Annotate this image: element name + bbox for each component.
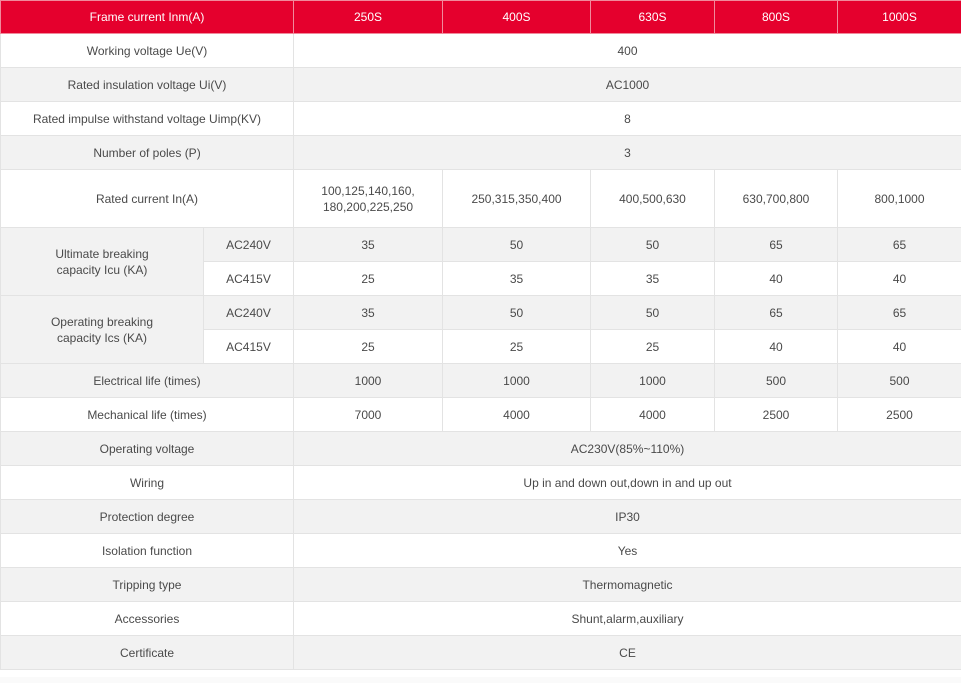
header-title: Frame current Inm(A) [1, 1, 294, 34]
row-value: 400 [294, 34, 961, 68]
row-working-voltage [1, 34, 961, 68]
row-operating-voltage [1, 432, 961, 466]
cell-400s: 50 [443, 228, 591, 262]
cell-630s: 400,500,630 [591, 170, 715, 228]
header-col-800s: 800S [715, 1, 838, 34]
row-impulse-voltage [1, 102, 961, 136]
row-label: Rated impulse withstand voltage Uimp(KV) [1, 102, 294, 136]
cell-630s: 25 [591, 330, 715, 364]
row-ics-ac240 [1, 296, 961, 330]
cell-1000s: 2500 [838, 398, 961, 432]
row-certificate [1, 636, 961, 670]
row-label: Wiring [1, 466, 294, 500]
cell-630s: 50 [591, 228, 715, 262]
cell-1000s: 65 [838, 296, 961, 330]
cell-250s [294, 170, 443, 228]
header-row [1, 1, 961, 34]
cell-800s: 65 [715, 228, 838, 262]
row-value: Thermomagnetic [294, 568, 961, 602]
cell-1000s: 40 [838, 330, 961, 364]
header-col-1000s: 1000S [838, 1, 961, 34]
row-insulation-voltage [1, 68, 961, 102]
cell-1000s: 65 [838, 228, 961, 262]
row-mechanical-life [1, 398, 961, 432]
row-tripping-type [1, 568, 961, 602]
row-value: Up in and down out,down in and up out [294, 466, 961, 500]
label-line-1: Operating breaking [50, 314, 154, 329]
cell-800s: 630,700,800 [715, 170, 838, 228]
cell-800s: 40 [715, 262, 838, 296]
cell-400s: 50 [443, 296, 591, 330]
row-wiring [1, 466, 961, 500]
cell-250s: 25 [294, 330, 443, 364]
sub-label: AC240V [204, 228, 294, 262]
row-label: Operating voltage [1, 432, 294, 466]
row-value: AC1000 [294, 68, 961, 102]
row-protection-degree [1, 500, 961, 534]
row-label: Rated current In(A) [1, 170, 294, 228]
row-poles [1, 136, 961, 170]
cell-250s: 1000 [294, 364, 443, 398]
row-label: Accessories [1, 602, 294, 636]
cell-1000s: 800,1000 [838, 170, 961, 228]
row-value: AC230V(85%~110%) [294, 432, 961, 466]
cell-250s: 35 [294, 296, 443, 330]
row-value: 3 [294, 136, 961, 170]
cell-800s: 500 [715, 364, 838, 398]
cell-800s: 65 [715, 296, 838, 330]
page-bottom-strip [0, 677, 961, 683]
cell-400s: 25 [443, 330, 591, 364]
label-line-1: Ultimate breaking [55, 246, 149, 261]
row-label: Electrical life (times) [1, 364, 294, 398]
row-value: Yes [294, 534, 961, 568]
row-label-icu [1, 228, 204, 296]
sub-label: AC240V [204, 296, 294, 330]
row-label: Isolation function [1, 534, 294, 568]
row-rated-current [1, 170, 961, 228]
label-line-2: capacity Icu (KA) [56, 262, 148, 277]
cell-400s: 250,315,350,400 [443, 170, 591, 228]
row-icu-ac240 [1, 228, 961, 262]
row-value: 8 [294, 102, 961, 136]
row-value: Shunt,alarm,auxiliary [294, 602, 961, 636]
row-electrical-life [1, 364, 961, 398]
cell-630s: 35 [591, 262, 715, 296]
cell-630s: 4000 [591, 398, 715, 432]
row-value: CE [294, 636, 961, 670]
cell-630s: 1000 [591, 364, 715, 398]
row-accessories [1, 602, 961, 636]
cell-800s: 40 [715, 330, 838, 364]
row-label: Working voltage Ue(V) [1, 34, 294, 68]
cell-250s: 25 [294, 262, 443, 296]
sub-label: AC415V [204, 262, 294, 296]
cell-250s: 7000 [294, 398, 443, 432]
cell-400s: 1000 [443, 364, 591, 398]
header-col-400s: 400S [443, 1, 591, 34]
sub-label: AC415V [204, 330, 294, 364]
row-label: Tripping type [1, 568, 294, 602]
cell-250s: 35 [294, 228, 443, 262]
row-isolation-function [1, 534, 961, 568]
cell-630s: 50 [591, 296, 715, 330]
cell-line-2: 180,200,225,250 [322, 199, 414, 214]
row-label-ics [1, 296, 204, 364]
row-label: Rated insulation voltage Ui(V) [1, 68, 294, 102]
cell-800s: 2500 [715, 398, 838, 432]
header-col-630s: 630S [591, 1, 715, 34]
row-label: Protection degree [1, 500, 294, 534]
cell-line-1: 100,125,140,160, [321, 183, 415, 198]
row-value: IP30 [294, 500, 961, 534]
cell-400s: 4000 [443, 398, 591, 432]
header-col-250s: 250S [294, 1, 443, 34]
cell-400s: 35 [443, 262, 591, 296]
cell-1000s: 500 [838, 364, 961, 398]
row-label: Certificate [1, 636, 294, 670]
cell-1000s: 40 [838, 262, 961, 296]
label-line-2: capacity Ics (KA) [56, 330, 148, 345]
row-label: Number of poles (P) [1, 136, 294, 170]
row-label: Mechanical life (times) [1, 398, 294, 432]
